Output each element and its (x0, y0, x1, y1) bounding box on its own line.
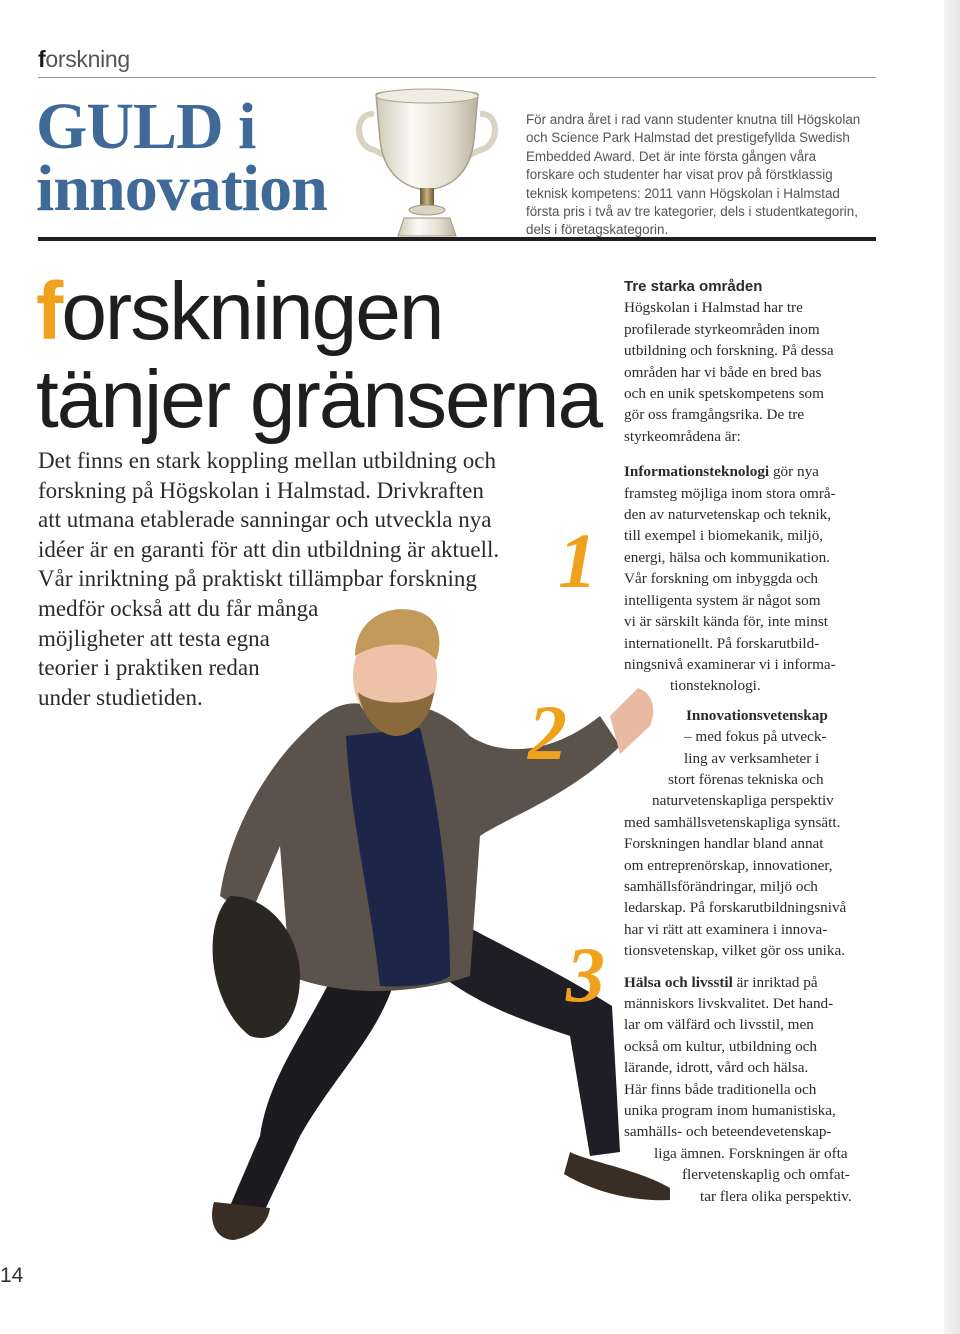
area-number-2: 2 (528, 689, 567, 776)
main-title (36, 268, 601, 444)
trophy-image (352, 84, 502, 240)
column-line: Forskningen handlar bland annat (624, 835, 824, 853)
area-innovation-science (624, 705, 874, 962)
area-number-1: 1 (558, 517, 597, 604)
column-line: och en unik spetskompetens som (624, 385, 824, 403)
section-divider (38, 237, 876, 241)
column-line: har vi rätt att examinera i innova- (624, 920, 828, 938)
column-line: unika program inom humanistiska, (624, 1102, 836, 1120)
section-label: forskning (38, 46, 130, 72)
top-rule (38, 77, 876, 78)
column-line: – med fokus på utveck- (684, 728, 827, 746)
column-line: ling av verksamheter i (684, 749, 820, 767)
lead-line: under studietiden. (38, 684, 203, 710)
column-line: till exempel i biomekanik, miljö, (624, 527, 824, 545)
column-line: energi, hälsa och kommunikation. (624, 548, 830, 566)
lead-line: idéer är en garanti för att din utbildning är aktuell. (38, 536, 500, 562)
column-line: är inriktad på (732, 973, 818, 991)
column-line: också om kultur, utbildning och (624, 1037, 818, 1055)
title-line-1: orskningen (61, 266, 443, 357)
column-line: naturvetenskapliga perspektiv (652, 792, 834, 810)
page-edge-shadow (944, 0, 960, 1334)
area-information-technology (624, 461, 874, 696)
intro-paragraph: För andra året i rad vann studenter knutna till Högskolan och Science Park Halmstad det prestigefyllda Swedish Embedded Award. Det är inte första gången våra forskare och studenter har visat prov på förstklassig teknisk kompetens: 2011 vann Högskolan i Halmstad första pris i två av tre kategorier, dels i studentkategorin, dels i företagskategorin. (526, 112, 861, 238)
column-line: tar flera olika perspektiv. (700, 1187, 852, 1205)
lead-line: teorier i praktiken redan (38, 655, 260, 681)
column-line: ledarskap. På forskarutbildningsnivå (624, 899, 847, 917)
column-line: vi är särskilt kända för, inte minst (624, 613, 828, 631)
column-line: liga ämnen. Forskningen är ofta (654, 1144, 848, 1162)
area1-title: Informationsteknologi (624, 463, 770, 481)
page-number: 14 (0, 1264, 24, 1287)
column-line: människors livskvalitet. Det hand- (624, 995, 834, 1012)
jumping-student-photo (150, 596, 670, 1246)
headline-line-2: innovation (36, 152, 327, 225)
lead-line: att utmana etablerade sanningar och utveckla nya (38, 507, 492, 533)
column-line: stort förenas tekniska och (668, 770, 824, 788)
column-line: tionsteknologi. (670, 677, 761, 695)
column-line: Vår forskning om inbyggda och (624, 570, 819, 588)
column-line: den av naturvetenskap och teknik, (624, 506, 832, 524)
column-line: lar om välfärd och livsstil, men (624, 1016, 814, 1034)
column-line: framsteg möjliga inom stora områ- (624, 484, 836, 502)
column-line: områden har vi både en bred bas (624, 363, 822, 381)
headline (36, 90, 327, 225)
column-line: ningsnivå examinerar vi i informa- (624, 655, 836, 673)
lead-line: Det finns en stark koppling mellan utbildning och (38, 448, 497, 473)
area-number-3: 3 (566, 931, 605, 1018)
area2-title: Innovationsvetenskap (686, 706, 828, 724)
column-line: gör oss framgångsrika. De tre (624, 406, 805, 424)
column-line: utbildning och forskning. På dessa (624, 342, 834, 360)
lead-line: möjligheter att testa egna (38, 625, 270, 651)
column-line: intelligenta system är något som (624, 591, 821, 609)
column-line: gör nya (769, 463, 819, 481)
column-line: samhälls- och beteendevetenskap- (624, 1123, 832, 1141)
column-line: flervetenskaplig och omfat- (682, 1166, 850, 1184)
lead-line: Vår inriktning på praktiskt tillämpbar forskning (38, 566, 477, 592)
column-line: med samhällsvetenskapliga synsätt. (624, 813, 841, 831)
area3-title: Hälsa och livsstil (624, 973, 733, 991)
column-intro (624, 276, 874, 447)
column-heading: Tre starka områden (624, 278, 763, 295)
column-line: om entreprenörskap, innovationer, (624, 856, 833, 874)
lead-line: medför också att du får många (38, 595, 319, 621)
column-line: samhällsförändringar, miljö och (624, 877, 818, 895)
title-initial: f (36, 266, 62, 357)
lead-line: forskning på Högskolan i Halmstad. Drivkraften (38, 477, 484, 503)
column-line: Här finns både traditionella och (624, 1080, 817, 1098)
column-line: Högskolan i Halmstad har tre (624, 299, 803, 317)
column-line: lärande, idrott, vård och hälsa. (624, 1059, 809, 1077)
column-line: tionsvetenskap, vilket gör oss unika. (624, 942, 846, 960)
title-line-2: tänjer gränserna (36, 354, 602, 445)
right-column (624, 276, 874, 1207)
column-line: styrkeområdena är: (624, 427, 741, 445)
area-health-lifestyle (624, 972, 874, 1207)
column-line: profilerade styrkeområden inom (624, 320, 820, 338)
headline-line-1: GULD i (36, 90, 256, 163)
column-line: internationellt. På forskarutbild- (624, 634, 820, 652)
